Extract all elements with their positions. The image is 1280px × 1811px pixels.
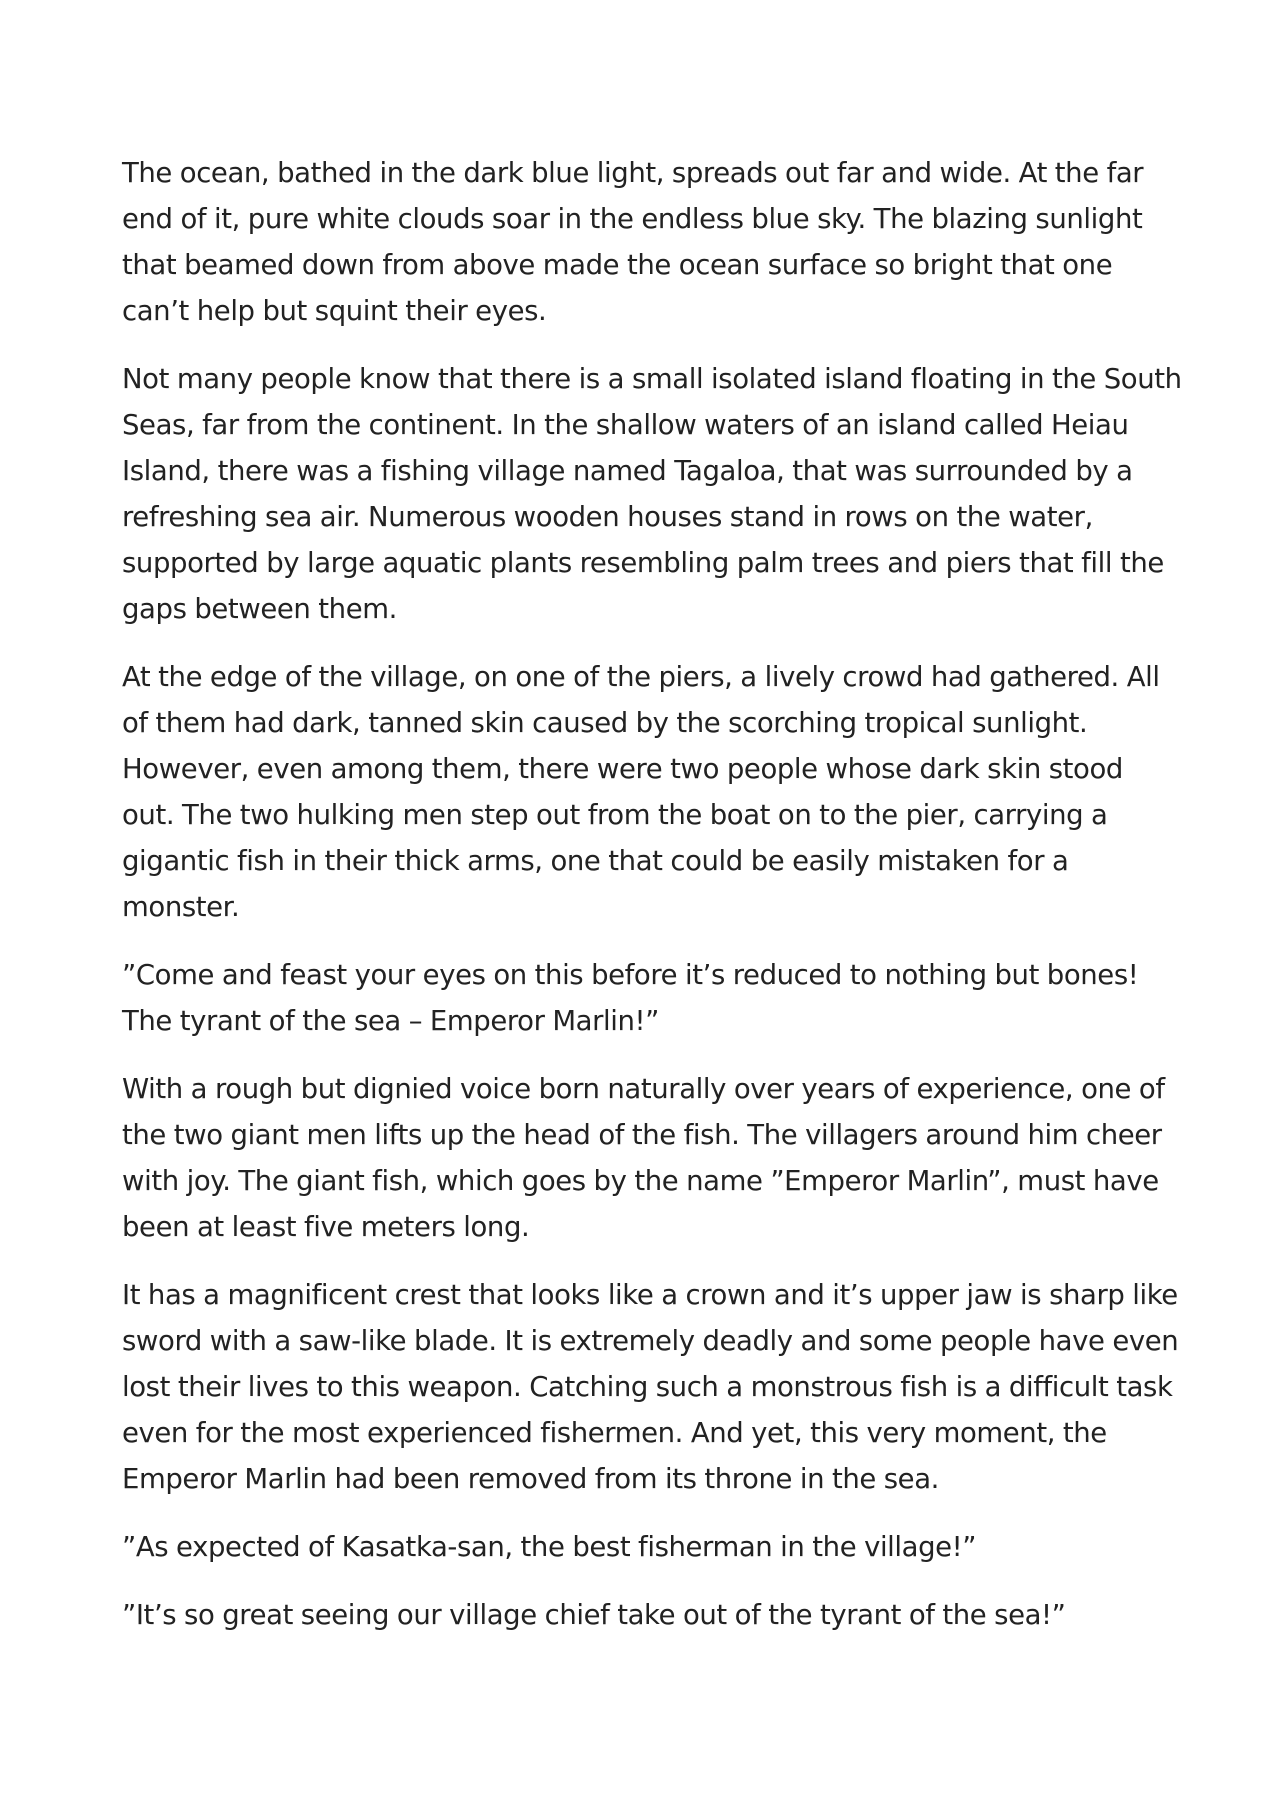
paragraph-2: Not many people know that there is a small isolated island floating in the South Seas, far from the continent. In the shallow waters of an island called Heiau Island, there was a fishing village named Tagaloa, that was surrounded by a refreshing sea air. Numerous wooden houses stand in rows on the water, supported by large aquatic plants resembling palm trees and piers that fill the gaps between them. [122, 363, 1182, 625]
paragraph-1: The ocean, bathed in the dark blue light, spreads out far and wide. At the far end of it, pure white clouds soar in the endless blue sky. The blazing sunlight that beamed down from above made the ocean surface so bright that one can’t help but squint their eyes. [122, 157, 1144, 327]
paragraph-7: ”As expected of Kasatka-san, the best fisherman in the village!” [122, 1531, 977, 1563]
paragraph-6: It has a magnificent crest that looks like a crown and it’s upper jaw is sharp like sword with a saw-like blade. It is extremely deadly and some people have even lost their lives to this weapon. Catching such a monstrous fish is a difficult task even for the most experienced fishermen. And yet, this very moment, the Emperor Marlin had been removed from its throne in the sea. [122, 1279, 1179, 1495]
document-page [122, 150, 1182, 1660]
paragraph-5: With a rough but dignied voice born naturally over years of experience, one of the two giant men lifts up the head of the fish. The villagers around him cheer with joy. The giant fish, which goes by the name ”Emperor Marlin”, must have been at least five meters long. [122, 1073, 1165, 1243]
paragraph-3: At the edge of the village, on one of the piers, a lively crowd had gathered. All of them had dark, tanned skin caused by the scorching tropical sunlight. However, even among them, there were two people whose dark skin stood out. The two hulking men step out from the boat on to the pier, carrying a gigantic fish in their thick arms, one that could be easily mistaken for a monster. [122, 661, 1160, 923]
paragraph-8: ”It’s so great seeing our village chief take out of the tyrant of the sea!” [122, 1599, 1066, 1631]
paragraph-4: ”Come and feast your eyes on this before it’s reduced to nothing but bones! The tyrant of the sea – Emperor Marlin!” [122, 959, 1139, 1037]
